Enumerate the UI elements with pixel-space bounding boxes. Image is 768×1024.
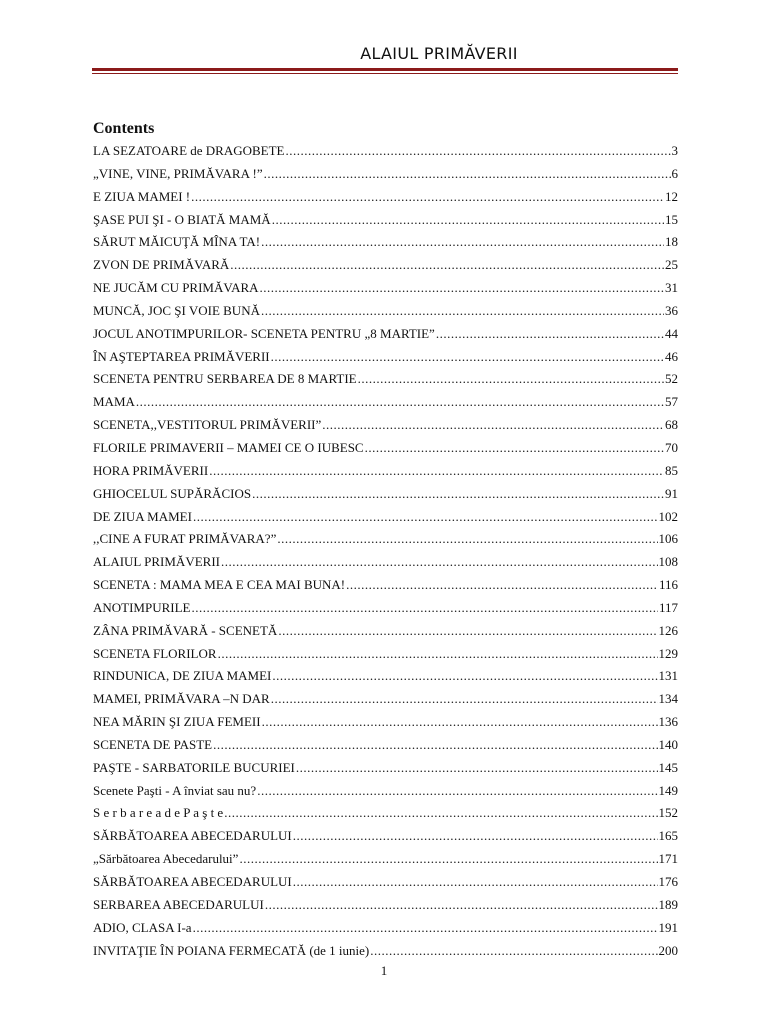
toc-dot-leader [192, 597, 658, 620]
toc-entry[interactable] [93, 894, 678, 917]
toc-entry[interactable] [93, 254, 678, 277]
toc-dot-leader [193, 506, 658, 529]
toc-entry-title[interactable]: ALAIUL PRIMĂVERII [93, 554, 220, 570]
toc-entry-page[interactable]: 52 [665, 371, 678, 387]
toc-entry-page[interactable]: 46 [665, 348, 678, 364]
toc-entry-page[interactable]: 3 [671, 143, 678, 158]
toc-entry[interactable] [93, 186, 678, 209]
toc-entry-page[interactable]: 31 [665, 280, 678, 296]
toc-entry-title[interactable]: MAMA [93, 394, 135, 410]
toc-entry-title[interactable]: ZVON DE PRIMĂVARĂ [93, 257, 230, 273]
toc-entry-page[interactable]: 200 [658, 942, 678, 958]
toc-entry-page[interactable]: 6 [671, 165, 678, 181]
toc-entry-title[interactable]: MAMEI, PRIMĂVARA –N DAR [93, 691, 270, 707]
toc-entry[interactable] [93, 506, 678, 529]
toc-entry-title[interactable]: „VINE, VINE, PRIMĂVARA !” [93, 165, 263, 181]
toc-dot-leader [296, 757, 658, 780]
toc-entry-page[interactable]: 176 [658, 874, 678, 889]
page-number: 1 [380, 963, 388, 978]
toc-entry-page[interactable]: 108 [658, 554, 678, 570]
toc-dot-leader [271, 688, 658, 711]
toc-entry[interactable] [93, 643, 678, 666]
toc-entry-title[interactable]: SĂRUT MĂICUŢĂ MÎNA TA! [93, 234, 261, 250]
toc-entry-title[interactable]: ,,CINE A FURAT PRIMĂVARA?” [93, 531, 277, 547]
toc-dot-leader [286, 140, 671, 163]
toc-entry-page[interactable]: 145 [658, 759, 678, 775]
toc-dot-leader [265, 894, 658, 917]
toc-entry-page[interactable]: 15 [665, 211, 678, 227]
toc-dot-leader [209, 460, 664, 483]
toc-entry[interactable] [93, 140, 678, 163]
toc-entry[interactable] [93, 574, 678, 597]
toc-entry-title[interactable]: INVITAŢIE ÎN POIANA FERMECATĂ (de 1 iunie) [93, 942, 370, 958]
toc-entry[interactable] [93, 802, 678, 825]
header-rule-thin [92, 73, 678, 74]
toc-dot-leader [261, 231, 664, 254]
toc-dot-leader [136, 391, 664, 414]
toc-entry-page[interactable]: 189 [658, 896, 678, 912]
toc-dot-leader [239, 848, 657, 871]
toc-dot-leader [293, 871, 658, 894]
toc-entry[interactable] [93, 665, 678, 688]
table-of-contents [93, 140, 678, 962]
toc-entry-title[interactable]: ANOTIMPURILE [93, 599, 191, 615]
toc-entry-page[interactable]: 131 [658, 668, 678, 684]
toc-entry-title[interactable]: DE ZIUA MAMEI [93, 508, 192, 524]
toc-entry-title[interactable]: „Sărbătoarea Abecedarului” [93, 851, 239, 867]
toc-dot-leader [272, 665, 657, 688]
toc-dot-leader [293, 825, 658, 848]
toc-entry-page[interactable]: 85 [665, 462, 678, 478]
toc-dot-leader [272, 209, 664, 232]
toc-dot-leader [218, 643, 658, 666]
toc-entry-page[interactable]: 91 [665, 485, 678, 501]
page-header-title: ALAIUL PRIMĂVERII [360, 44, 518, 63]
toc-dot-leader [262, 711, 658, 734]
toc-entry[interactable] [93, 871, 678, 894]
toc-entry[interactable] [93, 300, 678, 323]
toc-entry-title[interactable]: PAŞTE - SARBATORILE BUCURIEI [93, 759, 295, 775]
toc-entry[interactable] [93, 780, 678, 803]
toc-entry[interactable] [93, 620, 678, 643]
toc-entry-title[interactable]: NEA MĂRIN ŞI ZIUA FEMEII [93, 714, 261, 730]
toc-entry-page[interactable]: 12 [665, 188, 678, 204]
toc-entry-title[interactable]: SCENETA DE PASTE [93, 736, 213, 752]
toc-entry[interactable] [93, 551, 678, 574]
toc-entry-page[interactable]: 117 [658, 599, 678, 615]
toc-entry-title[interactable]: SCENETA,,VESTITORUL PRIMĂVERII” [93, 417, 322, 433]
toc-entry-title[interactable]: RINDUNICA, DE ZIUA MAMEI [93, 668, 272, 684]
toc-entry-page[interactable]: 25 [665, 257, 678, 273]
toc-entry-page[interactable]: 134 [658, 691, 678, 707]
toc-entry[interactable] [93, 734, 678, 757]
toc-entry[interactable] [93, 391, 678, 414]
toc-entry-page[interactable]: 191 [658, 919, 678, 935]
toc-dot-leader [252, 483, 664, 506]
toc-entry[interactable] [93, 848, 678, 871]
toc-entry-page[interactable]: 165 [658, 828, 678, 844]
toc-entry[interactable] [93, 597, 678, 620]
toc-entry-title[interactable]: ADIO, CLASA I-a [93, 919, 192, 935]
toc-entry[interactable] [93, 757, 678, 780]
toc-dot-leader [213, 734, 657, 757]
toc-dot-leader [261, 300, 664, 323]
toc-entry-title[interactable]: SCENETA PENTRU SERBAREA DE 8 MARTIE [93, 371, 357, 387]
toc-dot-leader [278, 620, 657, 643]
toc-dot-leader [358, 368, 664, 391]
toc-entry-title[interactable]: LA SEZATOARE de DRAGOBETE [93, 143, 285, 158]
toc-entry[interactable] [93, 437, 678, 460]
toc-entry-title[interactable]: E ZIUA MAMEI ! [93, 188, 191, 204]
toc-entry[interactable] [93, 688, 678, 711]
toc-entry[interactable] [93, 917, 678, 940]
toc-entry-title[interactable]: SCENETA FLORILOR [93, 645, 217, 661]
toc-entry-page[interactable]: 136 [658, 714, 678, 730]
toc-entry-page[interactable]: 126 [658, 622, 678, 638]
toc-entry[interactable] [93, 163, 678, 186]
toc-entry[interactable] [93, 323, 678, 346]
contents-heading: Contents [93, 120, 155, 137]
toc-dot-leader [224, 802, 657, 825]
toc-entry-title[interactable]: HORA PRIMĂVERII [93, 462, 209, 478]
toc-entry-title[interactable]: NE JUCĂM CU PRIMĂVARA [93, 280, 259, 296]
toc-dot-leader [277, 528, 657, 551]
toc-dot-leader [230, 254, 664, 277]
toc-dot-leader [264, 163, 671, 186]
toc-entry-title[interactable]: JOCUL ANOTIMPURILOR- SCENETA PENTRU „8 MARTIE” [93, 325, 435, 341]
toc-entry[interactable] [93, 414, 678, 437]
toc-dot-leader [322, 414, 664, 437]
header-rule-thick [92, 68, 678, 71]
toc-dot-leader [257, 780, 657, 803]
toc-entry[interactable] [93, 483, 678, 506]
toc-entry-title[interactable]: ÎN AŞTEPTAREA PRIMĂVERII [93, 348, 270, 364]
toc-entry-title[interactable]: ZÂNA PRIMĂVARĂ - SCENETĂ [93, 622, 278, 638]
toc-entry-title[interactable]: MUNCĂ, JOC ŞI VOIE BUNĂ [93, 302, 260, 318]
toc-entry[interactable] [93, 209, 678, 232]
toc-dot-leader [260, 277, 664, 300]
toc-entry-page[interactable]: 129 [658, 645, 678, 661]
toc-entry-page[interactable]: 140 [658, 736, 678, 752]
toc-entry-title[interactable]: SĂRBĂTOAREA ABECEDARULUI [93, 828, 292, 844]
toc-dot-leader [370, 940, 657, 963]
toc-dot-leader [191, 186, 664, 209]
toc-dot-leader [436, 323, 664, 346]
toc-entry-title[interactable]: FLORILE PRIMAVERII – MAMEI CE O IUBESC [93, 439, 364, 455]
toc-entry-title[interactable]: SCENETA : MAMA MEA E CEA MAI BUNA! [93, 577, 346, 593]
toc-entry[interactable] [93, 277, 678, 300]
toc-dot-leader [193, 917, 658, 940]
toc-entry-title[interactable]: SERBAREA ABECEDARULUI [93, 896, 264, 912]
toc-entry-page[interactable]: 106 [658, 531, 678, 547]
toc-entry-page[interactable]: 44 [665, 325, 678, 341]
toc-dot-leader [221, 551, 658, 574]
toc-entry-page[interactable]: 171 [658, 851, 678, 867]
toc-entry-page[interactable]: 152 [658, 805, 678, 821]
toc-dot-leader [271, 346, 664, 369]
toc-entry[interactable] [93, 346, 678, 369]
toc-entry-title[interactable]: Scenete Paşti - A înviat sau nu? [93, 782, 257, 798]
toc-entry-page[interactable]: 149 [658, 782, 678, 798]
toc-entry-page[interactable]: 102 [658, 508, 678, 524]
toc-dot-leader [365, 437, 664, 460]
toc-entry[interactable] [93, 368, 678, 391]
toc-entry[interactable] [93, 231, 678, 254]
toc-entry-title[interactable]: GHIOCELUL SUPĂRĂCIOS [93, 485, 252, 501]
toc-entry-page[interactable]: 116 [658, 577, 678, 593]
toc-entry[interactable] [93, 825, 678, 848]
toc-entry-page[interactable]: 68 [665, 417, 678, 433]
toc-entry-title[interactable]: S e r b a r e a d e P a ş t e [93, 805, 224, 821]
toc-entry-page[interactable]: 18 [665, 234, 678, 250]
toc-entry[interactable] [93, 940, 678, 963]
toc-entry-page[interactable]: 70 [665, 439, 678, 455]
toc-entry-title[interactable]: SĂRBĂTOAREA ABECEDARULUI [93, 874, 292, 889]
toc-entry[interactable] [93, 528, 678, 551]
toc-entry-page[interactable]: 36 [665, 302, 678, 318]
toc-entry[interactable] [93, 460, 678, 483]
toc-entry-page[interactable]: 57 [665, 394, 678, 410]
toc-entry[interactable] [93, 711, 678, 734]
toc-dot-leader [346, 574, 658, 597]
toc-entry-title[interactable]: ŞASE PUI ŞI - O BIATĂ MAMĂ [93, 211, 271, 227]
